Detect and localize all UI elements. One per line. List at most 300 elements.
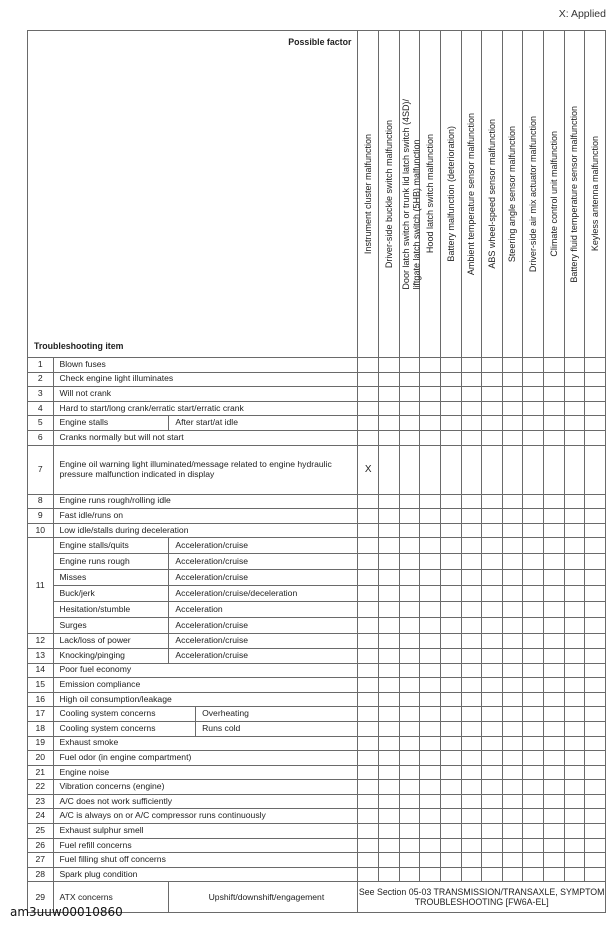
factor-cell <box>379 618 400 634</box>
factor-cell <box>564 602 585 618</box>
factor-cell <box>440 707 461 722</box>
factor-cell <box>420 765 441 780</box>
factor-cell <box>420 780 441 795</box>
factor-cell <box>482 780 503 795</box>
factor-cell <box>461 721 482 736</box>
factor-cell <box>440 634 461 649</box>
factor-cell <box>379 838 400 853</box>
factor-cell <box>379 707 400 722</box>
row-number: 10 <box>28 523 54 538</box>
factor-cell <box>420 678 441 693</box>
row-item: Misses <box>53 570 169 586</box>
factor-cell <box>440 387 461 402</box>
factor-cell <box>544 430 565 445</box>
table-row <box>28 586 606 602</box>
figure-caption: am3uuw00010860 <box>10 905 123 919</box>
table-row <box>28 618 606 634</box>
factor-cell <box>420 707 441 722</box>
factor-cell <box>440 648 461 663</box>
factor-cell <box>564 751 585 766</box>
factor-cell <box>523 838 544 853</box>
factor-cell <box>564 692 585 707</box>
factor-cell <box>523 780 544 795</box>
factor-cell <box>379 554 400 570</box>
factor-cell <box>544 445 565 494</box>
row-item: Check engine light illuminates <box>53 372 358 387</box>
factor-cell <box>399 387 420 402</box>
factor-cell <box>482 765 503 780</box>
factor-header <box>523 31 544 358</box>
factor-cell <box>523 736 544 751</box>
row-number: 3 <box>28 387 54 402</box>
factor-cell <box>440 445 461 494</box>
factor-cell <box>502 570 523 586</box>
factor-cell <box>399 809 420 824</box>
row-condition: Acceleration/cruise <box>169 634 358 649</box>
factor-cell <box>461 765 482 780</box>
factor-cell <box>585 602 606 618</box>
factor-cell <box>379 780 400 795</box>
row-item: Surges <box>53 618 169 634</box>
factor-cell <box>399 678 420 693</box>
factor-cell <box>358 765 379 780</box>
row-condition: Acceleration/cruise <box>169 538 358 554</box>
factor-cell <box>440 586 461 602</box>
row-number: 1 <box>28 358 54 373</box>
row-number: 21 <box>28 765 54 780</box>
factor-cell <box>585 751 606 766</box>
factor-cell <box>502 853 523 868</box>
factor-cell <box>544 387 565 402</box>
factor-cell <box>585 634 606 649</box>
row-number: 17 <box>28 707 54 722</box>
factor-cell <box>564 372 585 387</box>
factor-cell <box>379 416 400 431</box>
row-item: Engine runs rough/rolling idle <box>53 494 358 509</box>
row-item: Hesitation/stumble <box>53 602 169 618</box>
row-item: Poor fuel economy <box>53 663 358 678</box>
table-row <box>28 372 606 387</box>
factor-cell <box>523 809 544 824</box>
factor-cell <box>564 678 585 693</box>
row-number: 9 <box>28 509 54 524</box>
row-item: Lack/loss of power <box>53 634 169 649</box>
factor-cell <box>440 678 461 693</box>
row-item: Engine noise <box>53 765 358 780</box>
factor-cell <box>482 602 503 618</box>
factor-label: Battery fluid temperature sensor malfunction <box>569 105 580 283</box>
factor-cell <box>399 401 420 416</box>
row-item: Fuel refill concerns <box>53 838 358 853</box>
row-item: Fast idle/runs on <box>53 509 358 524</box>
factor-cell <box>482 721 503 736</box>
factor-label: Battery malfunction (deterioration) <box>445 126 456 262</box>
factor-cell <box>523 602 544 618</box>
factor-cell <box>440 663 461 678</box>
factor-cell <box>544 692 565 707</box>
factor-cell <box>585 707 606 722</box>
factor-cell <box>420 509 441 524</box>
factor-cell <box>502 634 523 649</box>
factor-cell <box>420 692 441 707</box>
factor-cell <box>564 538 585 554</box>
factor-cell <box>544 494 565 509</box>
factor-cell <box>482 387 503 402</box>
table-row <box>28 430 606 445</box>
factor-cell <box>564 809 585 824</box>
factor-cell <box>544 416 565 431</box>
factor-cell <box>544 824 565 839</box>
factor-cell <box>461 707 482 722</box>
factor-label: Instrument cluster malfunction <box>363 133 374 255</box>
factor-cell <box>564 387 585 402</box>
row-item: High oil consumption/leakage <box>53 692 358 707</box>
factor-cell <box>523 523 544 538</box>
row-number: 25 <box>28 824 54 839</box>
row-item: Exhaust smoke <box>53 736 358 751</box>
factor-cell <box>399 358 420 373</box>
factor-cell <box>482 678 503 693</box>
factor-cell <box>564 707 585 722</box>
factor-cell <box>440 372 461 387</box>
factor-cell <box>523 416 544 431</box>
factor-cell <box>379 509 400 524</box>
factor-cell <box>420 751 441 766</box>
factor-label: Ambient temperature sensor malfunction <box>466 112 477 276</box>
factor-cell <box>379 523 400 538</box>
factor-cell <box>564 523 585 538</box>
factor-cell <box>461 372 482 387</box>
factor-cell <box>502 416 523 431</box>
row-item: A/C does not work sufficiently <box>53 794 358 809</box>
factor-cell <box>585 780 606 795</box>
factor-cell <box>420 809 441 824</box>
factor-cell <box>399 445 420 494</box>
factor-cell <box>461 794 482 809</box>
factor-cell <box>564 586 585 602</box>
factor-cell <box>482 648 503 663</box>
factor-cell <box>420 430 441 445</box>
row-number: 14 <box>28 663 54 678</box>
factor-cell <box>440 430 461 445</box>
factor-cell <box>564 634 585 649</box>
table-row <box>28 721 606 736</box>
factor-cell <box>544 523 565 538</box>
factor-cell <box>461 618 482 634</box>
factor-cell <box>399 430 420 445</box>
factor-cell <box>544 838 565 853</box>
factor-cell <box>440 358 461 373</box>
factor-cell <box>502 538 523 554</box>
factor-cell <box>523 634 544 649</box>
factor-cell <box>502 867 523 882</box>
row-item: Fuel filling shut off concerns <box>53 853 358 868</box>
factor-cell <box>379 824 400 839</box>
table-row <box>28 780 606 795</box>
factor-cell <box>440 751 461 766</box>
factor-cell <box>482 416 503 431</box>
factor-cell <box>399 736 420 751</box>
row-item: Buck/jerk <box>53 586 169 602</box>
factor-cell <box>502 692 523 707</box>
factor-cell <box>420 824 441 839</box>
factor-cell <box>544 634 565 649</box>
factor-cell <box>379 358 400 373</box>
header-row <box>28 31 606 358</box>
applied-mark: X <box>358 445 379 494</box>
factor-cell <box>544 554 565 570</box>
factor-cell <box>502 838 523 853</box>
factor-cell <box>482 707 503 722</box>
factor-cell <box>564 570 585 586</box>
factor-cell <box>379 494 400 509</box>
factor-cell <box>564 509 585 524</box>
factor-cell <box>502 445 523 494</box>
factor-cell <box>358 678 379 693</box>
factor-cell <box>461 824 482 839</box>
factor-cell <box>420 618 441 634</box>
factor-cell <box>585 430 606 445</box>
factor-cell <box>440 692 461 707</box>
factor-label: Driver-side buckle switch malfunction <box>383 119 394 269</box>
factor-cell <box>523 663 544 678</box>
factor-cell <box>461 736 482 751</box>
factor-cell <box>585 648 606 663</box>
row-number: 6 <box>28 430 54 445</box>
factor-cell <box>482 494 503 509</box>
table-row <box>28 416 606 431</box>
factor-cell <box>440 721 461 736</box>
factor-cell <box>502 358 523 373</box>
factor-cell <box>420 445 441 494</box>
factor-cell <box>585 416 606 431</box>
row-condition: Runs cold <box>196 721 358 736</box>
factor-cell <box>461 692 482 707</box>
factor-cell <box>420 554 441 570</box>
factor-cell <box>440 765 461 780</box>
factor-cell <box>544 586 565 602</box>
factor-cell <box>523 648 544 663</box>
factor-cell <box>502 663 523 678</box>
factor-cell <box>399 648 420 663</box>
factor-cell <box>564 663 585 678</box>
factor-cell <box>482 663 503 678</box>
factor-cell <box>440 867 461 882</box>
table-row <box>28 538 606 554</box>
row-number: 11 <box>28 538 54 634</box>
factor-cell <box>379 430 400 445</box>
factor-cell <box>564 780 585 795</box>
row-item: A/C is always on or A/C compressor runs continuously <box>53 809 358 824</box>
table-row <box>28 853 606 868</box>
factor-cell <box>482 751 503 766</box>
factor-cell <box>379 678 400 693</box>
row-number: 20 <box>28 751 54 766</box>
table-row <box>28 678 606 693</box>
factor-cell <box>461 809 482 824</box>
row-number: 22 <box>28 780 54 795</box>
factor-cell <box>420 663 441 678</box>
factor-cell <box>461 751 482 766</box>
factor-cell <box>585 523 606 538</box>
factor-cell <box>358 751 379 766</box>
factor-cell <box>399 853 420 868</box>
factor-cell <box>379 445 400 494</box>
factor-cell <box>544 707 565 722</box>
factor-cell <box>502 618 523 634</box>
factor-cell <box>482 618 503 634</box>
factor-cell <box>482 570 503 586</box>
factor-cell <box>585 372 606 387</box>
factor-header <box>482 31 503 358</box>
factor-cell <box>420 523 441 538</box>
row-number: 19 <box>28 736 54 751</box>
factor-cell <box>358 554 379 570</box>
factor-label: Steering angle sensor malfunction <box>507 125 518 263</box>
factor-cell <box>440 602 461 618</box>
factor-cell <box>399 838 420 853</box>
factor-cell <box>564 867 585 882</box>
factor-cell <box>585 867 606 882</box>
factor-cell <box>420 602 441 618</box>
factor-cell <box>379 372 400 387</box>
factor-cell <box>379 853 400 868</box>
factor-cell <box>399 416 420 431</box>
factor-cell <box>564 618 585 634</box>
factor-cell <box>502 721 523 736</box>
factor-cell <box>440 736 461 751</box>
row-item: Will not crank <box>53 387 358 402</box>
table-row <box>28 358 606 373</box>
factor-cell <box>461 494 482 509</box>
row-number: 27 <box>28 853 54 868</box>
factor-cell <box>523 445 544 494</box>
table-row <box>28 809 606 824</box>
factor-cell <box>544 509 565 524</box>
factor-label: Door latch switch or trunk lid latch switch (4SD)/ liftgate latch switch (5HB) malfunction <box>400 98 421 290</box>
factor-cell <box>544 794 565 809</box>
factor-cell <box>544 618 565 634</box>
factor-cell <box>585 824 606 839</box>
row-condition: Acceleration/cruise <box>169 648 358 663</box>
row-item: Engine runs rough <box>53 554 169 570</box>
factor-cell <box>544 809 565 824</box>
factor-cell <box>482 692 503 707</box>
factor-cell <box>523 570 544 586</box>
factor-cell <box>544 765 565 780</box>
factor-cell <box>585 509 606 524</box>
factor-header <box>502 31 523 358</box>
factor-cell <box>358 721 379 736</box>
factor-cell <box>358 618 379 634</box>
factor-cell <box>399 570 420 586</box>
row-item: Spark plug condition <box>53 867 358 882</box>
factor-cell <box>358 586 379 602</box>
row-number: 8 <box>28 494 54 509</box>
factor-cell <box>461 401 482 416</box>
factor-cell <box>461 538 482 554</box>
factor-cell <box>564 358 585 373</box>
factor-cell <box>461 586 482 602</box>
row-number: 15 <box>28 678 54 693</box>
row-number: 18 <box>28 721 54 736</box>
factor-cell <box>461 554 482 570</box>
row-number: 7 <box>28 445 54 494</box>
factor-cell <box>544 780 565 795</box>
factor-cell <box>379 765 400 780</box>
factor-cell <box>564 445 585 494</box>
row-item: Engine oil warning light illuminated/message related to engine hydraulic pressure malfunction indicated in display <box>53 445 358 494</box>
row-number: 12 <box>28 634 54 649</box>
factor-header <box>379 31 400 358</box>
factor-cell <box>482 586 503 602</box>
factor-cell <box>399 538 420 554</box>
factor-cell <box>585 554 606 570</box>
legend: X: Applied <box>558 8 606 20</box>
factor-cell <box>544 751 565 766</box>
factor-cell <box>482 634 503 649</box>
factor-cell <box>564 824 585 839</box>
factor-cell <box>523 494 544 509</box>
factor-cell <box>502 509 523 524</box>
factor-cell <box>358 867 379 882</box>
factor-cell <box>585 794 606 809</box>
factor-cell <box>523 867 544 882</box>
row-item: Cooling system concerns <box>53 707 196 722</box>
factor-cell <box>502 736 523 751</box>
factor-cell <box>502 430 523 445</box>
factor-cell <box>440 794 461 809</box>
factor-cell <box>379 602 400 618</box>
factor-cell <box>585 765 606 780</box>
possible-factor-label: Possible factor <box>288 37 352 47</box>
row-item: Cooling system concerns <box>53 721 196 736</box>
factor-cell <box>358 853 379 868</box>
row-item: Fuel odor (in engine compartment) <box>53 751 358 766</box>
header-corner <box>28 31 358 358</box>
factor-cell <box>461 780 482 795</box>
row-item: Low idle/stalls during deceleration <box>53 523 358 538</box>
factor-cell <box>461 509 482 524</box>
factor-cell <box>585 838 606 853</box>
factor-cell <box>502 372 523 387</box>
table-row <box>28 663 606 678</box>
factor-cell <box>420 358 441 373</box>
row-item: Emission compliance <box>53 678 358 693</box>
factor-cell <box>420 372 441 387</box>
factor-cell <box>461 648 482 663</box>
factor-cell <box>358 602 379 618</box>
factor-cell <box>544 538 565 554</box>
factor-cell <box>420 494 441 509</box>
factor-cell <box>482 538 503 554</box>
table-row <box>28 648 606 663</box>
factor-cell <box>564 794 585 809</box>
row-number: 2 <box>28 372 54 387</box>
factor-cell <box>399 663 420 678</box>
table-row <box>28 445 606 494</box>
factor-cell <box>461 416 482 431</box>
factor-header <box>544 31 565 358</box>
factor-cell <box>523 794 544 809</box>
factor-cell <box>482 509 503 524</box>
factor-cell <box>523 692 544 707</box>
row-item: Exhaust sulphur smell <box>53 824 358 839</box>
factor-label: ABS wheel-speed sensor malfunction <box>486 119 497 269</box>
factor-label: Keyless antenna malfunction <box>589 136 600 252</box>
row-item: Blown fuses <box>53 358 358 373</box>
factor-header <box>461 31 482 358</box>
